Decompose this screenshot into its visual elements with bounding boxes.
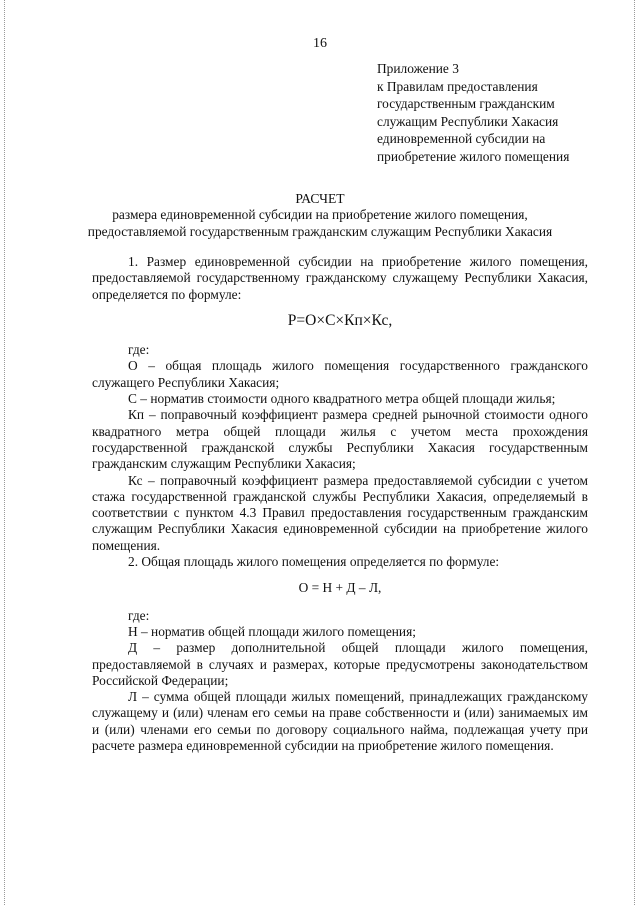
section-2-intro: 2. Общая площадь жилого помещения определяется по формуле: (128, 554, 500, 570)
formula-area: О = Н + Д – Л, (298, 580, 382, 596)
where-label: где: (128, 342, 150, 358)
definition-n: Н – норматив общей площади жилого помещения; (128, 623, 416, 639)
appendix-line: Приложение 3 (377, 61, 459, 76)
definition-kc: Кс – поправочный коэффициент размера предоставляемой субсидии с учетом стажа государственной гражданской службы Республики Хакасия, определяемый в соответствии с пунктом 4.3 Правил предоставления государственным гражданским служащим Республики Хакасия единовременной субсидии на приобретение жилого помещения. (92, 472, 588, 553)
definition-o: О – общая площадь жилого помещения государственного гражданского служащего Республики Хакасия; (92, 358, 588, 390)
definition-l: Л – сумма общей площади жилых помещений, принадлежащих гражданскому служащему и (или) членам его семьи на праве собственности и (или) занимаемых им и (или) членами его семьи по договору социального найма, подлежащая учету при расчете размера единовременной субсидии на приобретение жилого помещения. (92, 689, 588, 754)
appendix-line: к Правилам предоставления (377, 78, 538, 94)
document-body (92, 254, 588, 754)
formula-subsidy: Р=О×С×Кп×Кс, (287, 311, 393, 329)
subtitle-line: размера единовременной субсидии на приобретение жилого помещения, (112, 207, 528, 222)
appendix-line: государственным гражданским (377, 96, 555, 111)
appendix-block (377, 60, 569, 165)
appendix-line: приобретение жилого помещения (377, 148, 570, 164)
subtitle-line: предоставляемой государственным гражданским служащим Республики Хакасия (87, 223, 553, 239)
document-subtitle (60, 207, 580, 240)
scan-edge-right (634, 0, 636, 905)
page-number: 16 (313, 36, 327, 51)
section-1-intro: 1. Размер единовременной субсидии на приобретение жилого помещения, предоставляемой государственному гражданскому служащему Республики Хакасия, определяется по формуле: (92, 254, 588, 302)
appendix-line: единовременной субсидии на (377, 131, 546, 146)
scan-edge-left (4, 0, 6, 905)
definition-c: С – норматив стоимости одного квадратного метра общей площади жилья; (128, 391, 556, 407)
document-title: РАСЧЕТ (295, 191, 345, 206)
definition-d: Д – размер дополнительной общей площади жилого помещения, предоставляемой в случаях и размерах, которые предусмотрены законодательством Российской Федерации; (92, 640, 588, 688)
where-label: где: (128, 607, 150, 623)
appendix-line: служащим Республики Хакасия (377, 113, 559, 129)
definition-kp: Кп – поправочный коэффициент размера средней рыночной стоимости одного квадратного метра общей площади жилья с учетом места прохождения государственной гражданской службы Республики Хакасия государственным гражданским служащим Республики Хакасия; (92, 407, 588, 472)
